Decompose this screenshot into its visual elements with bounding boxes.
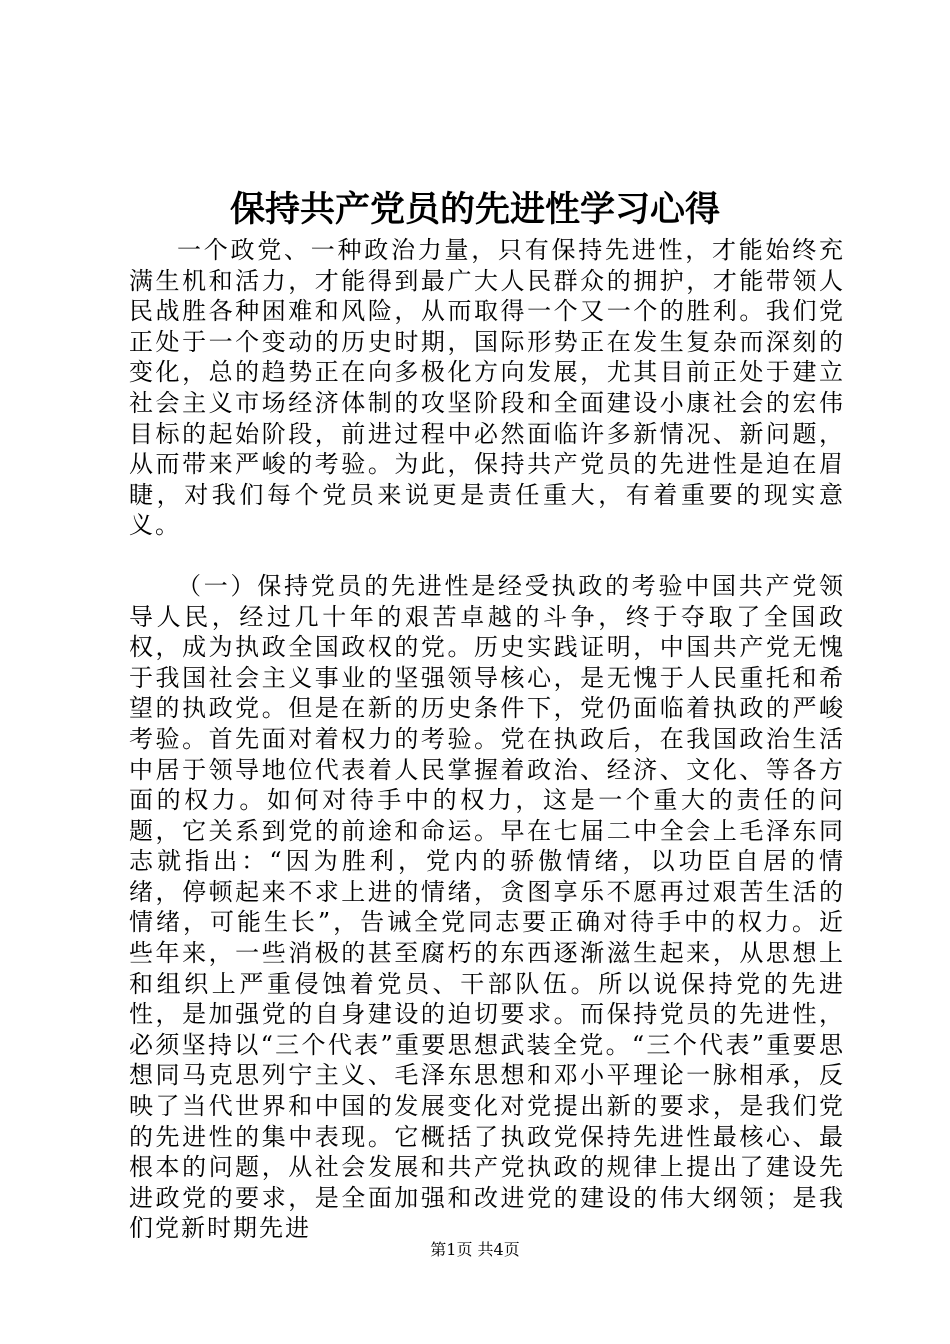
document-title: 保持共产党员的先进性学习心得 [229, 189, 720, 230]
page-number-footer: 第1页 共4页 [430, 1240, 520, 1259]
document-body [129, 235, 845, 1244]
paragraph-intro: 一个政党、一种政治力量，只有保持先进性，才能始终充满生机和活力，才能得到最广大人民群众的拥护，才能带领人民战胜各种困难和风险，从而取得一个又一个的胜利。我们党正处于一个变动的历史时期，国际形势正在发生复杂而深刻的变化，总的趋势正在向多极化方向发展，尤其目前正处于建立社会主义市场经济体制的攻坚阶段和全面建设小康社会的宏伟目标的起始阶段，前进过程中必然面临许多新情况、新问题，从而带来严峻的考验。为此，保持共产党员的先进性是迫在眉睫，对我们每个党员来说更是责任重大，有着重要的现实意义。 [129, 236, 845, 540]
paragraph-section-one: （一）保持党员的先进性是经受执政的考验中国共产党领导人民，经过几十年的艰苦卓越的斗争，终于夺取了全国政权，成为执政全国政权的党。历史实践证明，中国共产党无愧于我国社会主义事业的坚强领导核心，是无愧于人民重托和希望的执政党。但是在新的历史条件下，党仍面临着执政的严峻考验。首先面对着权力的考验。党在执政后，在我国政治生活中居于领导地位代表着人民掌握着政治、经济、文化、等各方面的权力。如何对待手中的权力，这是一个重大的责任的问题，它关系到党的前途和命运。早在七届二中全会上毛泽东同志就指出：“因为胜利，党内的骄傲情绪，以功臣自居的情绪，停顿起来不求上进的情绪，贪图享乐不愿再过艰苦生活的情绪，可能生长”，告诫全党同志要正确对待手中的权力。近些年来，一些消极的甚至腐朽的东西逐渐滋生起来，从思想上和组织上严重侵蚀着党员、干部队伍。所以说保持党的先进性，是加强党的自身建设的迫切要求。而保持党员的先进性，必须坚持以“三个代表”重要思想武装全党。“三个代表”重要思想同马克思列宁主义、毛泽东思想和邓小平理论一脉相承，反映了当代世界和中国的发展变化对党提出新的要求，是我们党的先进性的集中表现。它概括了执政党保持先进性最核心、最根本的问题，从社会发展和共产党执政的规律上提出了建设先进政党的要求，是全面加强和改进党的建设的伟大纲领；是我们党新时期先进 [129, 571, 845, 1243]
